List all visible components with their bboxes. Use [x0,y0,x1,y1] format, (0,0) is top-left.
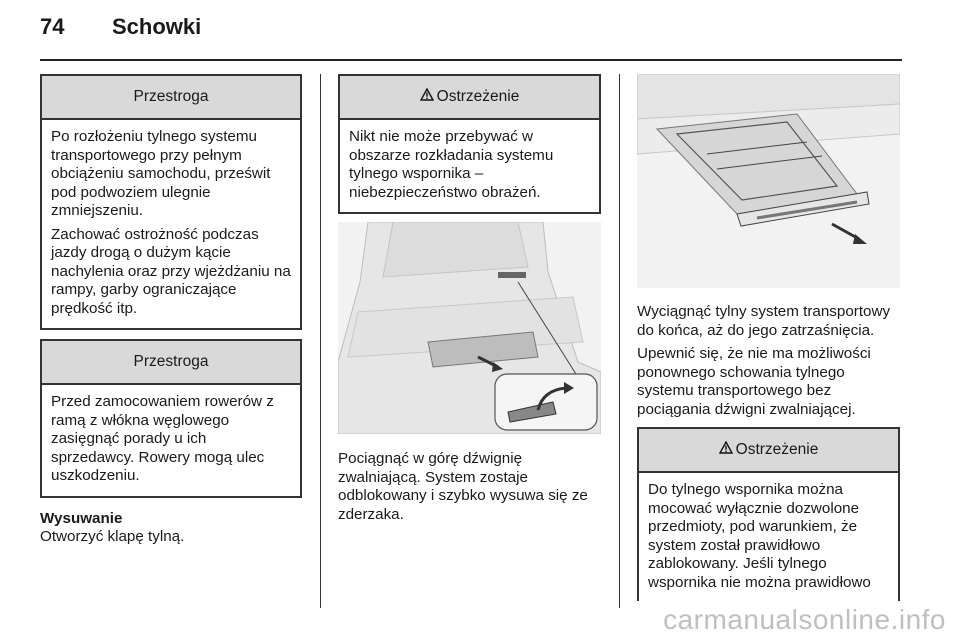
body-text: Upewnić się, że nie ma możliwości ponownego schowania tylnego systemu transportowego bez pociągania dźwigni zwalniającej. [637,345,871,418]
watermark: carmanualsonline.info [663,604,946,635]
caution-title: Przestroga [42,76,300,120]
warning-triangle-icon [420,76,434,118]
warning-body [639,473,898,601]
warning-box [338,74,601,214]
warning-triangle-icon [719,429,733,471]
rear-carrier-illustration [637,74,900,288]
page-header [40,14,201,40]
warning-box [637,427,900,601]
caution-paragraph: Zachować ostrożność podczas jazdy drogą o dużym kącie nachylenia oraz przy wjeżdżaniu na rampy, garby ograniczające prędkość itp. [51,225,291,317]
column-3 [637,74,900,601]
warning-title: Ostrzeżenie [735,441,819,459]
warning-header [639,429,898,473]
caution-paragraph: Po rozłożeniu tylnego systemu transportowego przy pełnym obciążeniu samochodu, prześwit pod podwoziem ulegnie zmniejszeniu. [51,128,271,219]
warning-text: Do tylnego wspornika można mocować wyłącznie dozwolone przedmioty, pod warunkiem, że system został prawidłowo zablokowany. Jeśli tylnego wspornika nie można prawidłowo [648,481,871,591]
caution-box [40,74,302,330]
warning-header [340,76,599,120]
release-lever-illustration [338,222,601,434]
subheading: Wysuwanie [40,509,123,527]
warning-text: Nikt nie może przebywać w obszarze rozkładania systemu tylnego wspornika – niebezpieczeństwo obrażeń. [349,128,554,201]
caution-body [42,385,300,496]
page-number: 74 [40,14,65,39]
caution-paragraph: Przed zamocowaniem rowerów z ramą z włókna węglowego zasięgnąć porady u ich sprzedawcy. Rowery mogą ulec uszkodzeniu. [51,393,274,484]
column-divider [320,74,321,608]
section-title: Schowki [112,14,202,39]
body-text: Pociągnąć w górę dźwignię zwalniającą. System zostaje odblokowany i szybko wysuwa się ze zderzaka. [338,450,588,523]
warning-body [340,120,599,212]
column-1 [40,74,302,547]
warning-title: Ostrzeżenie [436,88,520,106]
body-text: Wyciągnąć tylny system transportowy do końca, aż do jego zatrzaśnięcia. [637,303,891,339]
column-divider [619,74,620,608]
header-rule [40,59,902,61]
body-text: Otworzyć klapę tylną. [40,528,185,545]
column-2 [338,74,601,524]
caution-title: Przestroga [42,341,300,385]
caution-box [40,339,302,498]
caution-body [42,120,300,328]
